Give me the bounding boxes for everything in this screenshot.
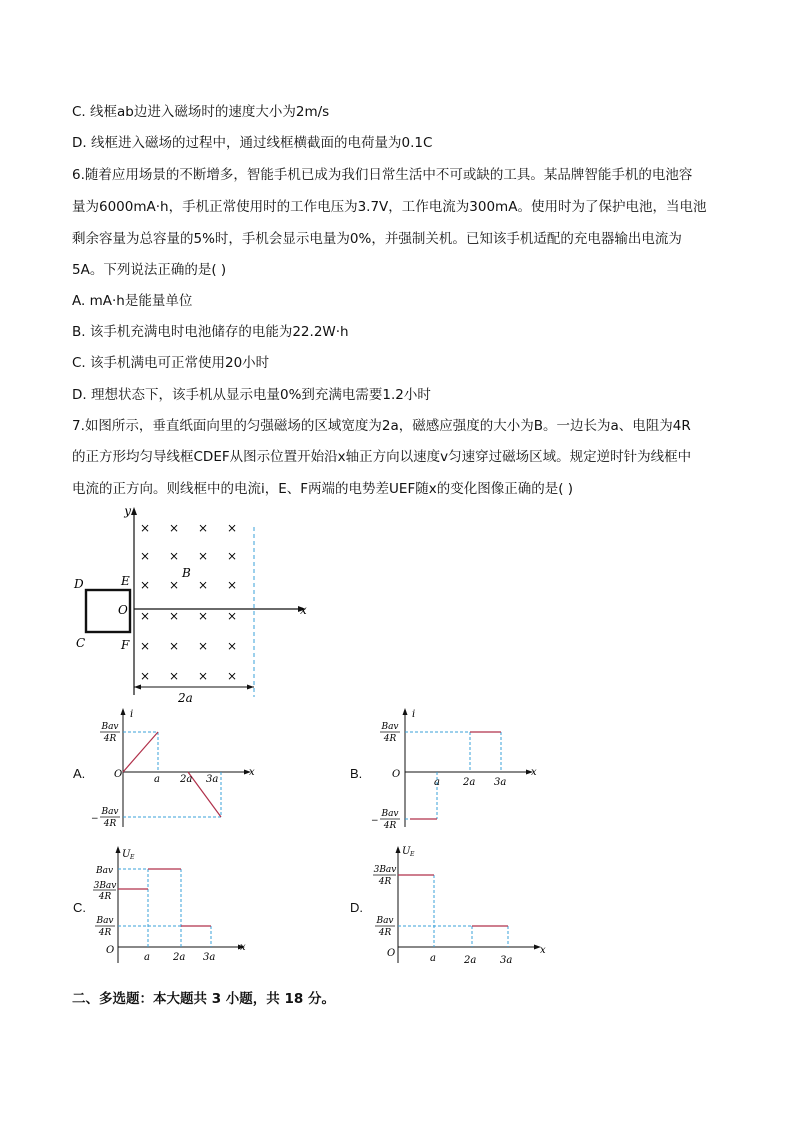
magnetic-field-figure — [70, 505, 320, 705]
option-6a: A. mA·h是能量单位 — [72, 293, 193, 309]
graph-a-pos-num: Bav — [101, 722, 119, 732]
graph-a-tick-3a: 3a — [206, 774, 219, 785]
question-6-line-1: 6.随着应用场景的不断增多，智能手机已成为我们日常生活中不可或缺的工具。某品牌智能手机的电池容 — [72, 167, 693, 183]
field-cross-mark: × — [168, 549, 180, 563]
magnetic-field-crosses — [140, 521, 237, 683]
field-cross-mark: × — [139, 549, 151, 563]
field-cross-mark: × — [197, 669, 209, 683]
field-cross-mark: × — [139, 578, 151, 592]
field-cross-mark: × — [168, 669, 180, 683]
graph-a-neg-den: 4R — [103, 819, 117, 829]
field-label-b: B — [182, 566, 191, 580]
graph-c-x-label: x — [240, 942, 246, 953]
origin-label: O — [118, 603, 128, 617]
field-cross-mark: × — [168, 521, 180, 535]
field-cross-mark: × — [226, 578, 238, 592]
graph-c-3bav-num: 3Bav — [93, 881, 117, 891]
graph-d-bav-den: 4R — [378, 928, 392, 938]
graph-c-3bav-den: 4R — [98, 892, 112, 902]
width-left-arrow-icon — [134, 685, 141, 690]
graph-a-y-label: i — [130, 709, 134, 720]
vertex-d-label: D — [74, 577, 84, 591]
question-6-line-3: 剩余容量为总容量的5%时，手机会显示电量为0%，并强制关机。已知该手机适配的充电器输出电流为 — [72, 231, 682, 247]
figure-y-arrow-icon — [131, 507, 137, 515]
question-6-line-4: 5A。下列说法正确的是( ) — [72, 262, 227, 278]
field-cross-mark: × — [197, 549, 209, 563]
graph-a-tick-2a: 2a — [180, 774, 193, 785]
graph-d-x-label: x — [540, 945, 546, 956]
option-6c: C. 该手机满电可正常使用20小时 — [72, 355, 270, 371]
field-cross-mark: × — [226, 609, 238, 623]
graph-c-tick-a: a — [144, 952, 150, 963]
graph-b-pos-den: 4R — [383, 734, 397, 744]
graph-d-tick-3a: 3a — [500, 955, 513, 966]
graph-b-pos-num: Bav — [381, 722, 399, 732]
graph-d-3bav-num: 3Bav — [373, 865, 397, 875]
width-label: 2a — [178, 691, 193, 705]
field-cross-mark: × — [226, 549, 238, 563]
graph-d-tick-2a: 2a — [464, 955, 477, 966]
graph-b-y-arrow-icon — [403, 708, 408, 715]
field-cross-mark: × — [139, 669, 151, 683]
graph-a-curve-rise — [123, 732, 158, 772]
field-cross-mark: × — [197, 639, 209, 653]
question-7-line-1: 7.如图所示，垂直纸面向里的匀强磁场的区域宽度为2a，磁感应强度的大小为B。一边长为a、电阻为4R — [72, 418, 691, 434]
graph-d-y-arrow-icon — [396, 846, 401, 853]
graph-a — [88, 705, 268, 835]
graph-b — [370, 705, 550, 835]
graph-c-tick-3a: 3a — [203, 952, 216, 963]
field-cross-mark: × — [139, 639, 151, 653]
graph-a-tick-a: a — [154, 774, 160, 785]
graph-b-origin: O — [392, 769, 401, 780]
graph-c-y-label: U — [122, 849, 131, 860]
graph-a-x-label: x — [249, 767, 255, 778]
field-cross-mark: × — [226, 521, 238, 535]
graph-b-neg-sign: − — [371, 816, 379, 826]
section-heading-multiple-choice: 二、多选题：本大题共 3 小题，共 18 分。 — [72, 991, 335, 1007]
field-cross-mark: × — [168, 578, 180, 592]
figure-x-label: x — [300, 603, 307, 617]
field-cross-mark: × — [226, 639, 238, 653]
field-cross-mark: × — [197, 521, 209, 535]
width-right-arrow-icon — [247, 685, 254, 690]
figure-y-label: y — [124, 505, 131, 518]
option-5d: D. 线框进入磁场的过程中，通过线框横截面的电荷量为0.1C — [72, 135, 433, 151]
graph-d-y-label: U — [402, 846, 411, 857]
graph-c-tick-2a: 2a — [173, 952, 186, 963]
graph-c-y-sub: E — [130, 854, 135, 861]
graph-d-y-sub: E — [410, 851, 415, 858]
graph-b-x-label: x — [531, 767, 537, 778]
graph-d-origin: O — [387, 948, 396, 959]
choice-a-label: A. — [73, 766, 86, 781]
field-cross-mark: × — [168, 639, 180, 653]
option-6b: B. 该手机充满电时电池储存的电能为22.2W·h — [72, 324, 349, 340]
graph-c — [88, 843, 268, 968]
graph-c-bav-den: 4R — [98, 928, 112, 938]
choice-d-label: D. — [350, 900, 363, 915]
graph-b-neg-den: 4R — [383, 821, 397, 831]
graph-b-tick-a: a — [434, 777, 440, 788]
graph-c-bav-num: Bav — [96, 916, 114, 926]
graph-c-label-bav: Bav — [96, 866, 114, 876]
graph-b-tick-3a: 3a — [494, 777, 507, 788]
field-cross-mark: × — [139, 609, 151, 623]
option-5c: C. 线框ab边进入磁场时的速度大小为2m/s — [72, 104, 330, 120]
graph-b-neg-num: Bav — [381, 809, 399, 819]
field-cross-mark: × — [226, 669, 238, 683]
question-7-line-3: 电流的正方向。则线框中的电流i，E、F两端的电势差UEF随x的变化图像正确的是( ) — [72, 481, 574, 497]
graph-d-3bav-den: 4R — [378, 877, 392, 887]
graph-d — [368, 843, 558, 968]
vertex-f-label: F — [121, 638, 130, 652]
graph-d-bav-num: Bav — [376, 916, 394, 926]
graph-d-tick-a: a — [430, 953, 436, 964]
graph-a-neg-num: Bav — [101, 807, 119, 817]
choice-b-label: B. — [350, 766, 363, 781]
vertex-e-label: E — [121, 574, 130, 588]
graph-a-origin: O — [114, 769, 123, 780]
graph-a-neg-sign: − — [91, 814, 99, 824]
graph-b-tick-2a: 2a — [463, 777, 476, 788]
field-cross-mark: × — [139, 521, 151, 535]
graph-b-y-label: i — [412, 709, 416, 720]
graph-c-y-arrow-icon — [116, 846, 121, 853]
question-7-line-2: 的正方形均匀导线框CDEF从图示位置开始沿x轴正方向以速度v匀速穿过磁场区域。规定逆时针为线框中 — [72, 449, 692, 465]
graph-a-pos-den: 4R — [103, 734, 117, 744]
graph-c-origin: O — [106, 945, 115, 956]
vertex-c-label: C — [76, 636, 86, 650]
field-cross-mark: × — [168, 609, 180, 623]
field-cross-mark: × — [197, 609, 209, 623]
option-6d: D. 理想状态下，该手机从显示电量0%到充满电需要1.2小时 — [72, 387, 431, 403]
field-cross-mark: × — [197, 578, 209, 592]
question-6-line-2: 量为6000mA·h，手机正常使用时的工作电压为3.7V，工作电流为300mA。使用时为了保护电池，当电池 — [72, 199, 707, 215]
graph-a-y-arrow-icon — [121, 708, 126, 715]
choice-c-label: C. — [73, 900, 86, 915]
